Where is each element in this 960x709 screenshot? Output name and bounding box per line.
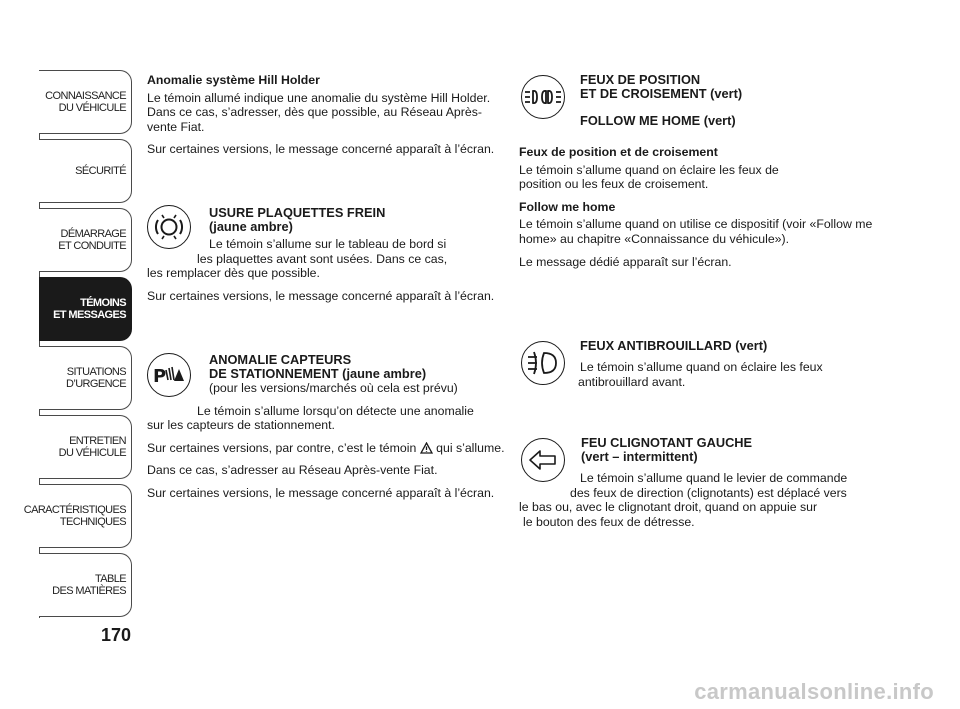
paragraph: Sur certaines versions, par contre, c’est le témoin qui s’allume.	[147, 440, 505, 455]
paragraph: antibrouillard avant.	[578, 374, 686, 389]
section-title: DE STATIONNEMENT (jaune ambre)	[209, 366, 427, 381]
section-left-indicator	[519, 436, 879, 529]
section-title: FOLLOW ME HOME (vert)	[580, 113, 736, 128]
subsection-title: Feux de position et de croisement	[519, 145, 718, 159]
paragraph: Le témoin s’allume sur le tableau de bord si	[209, 237, 447, 251]
paragraph: Sur certaines versions, le message concerné apparaît à l’écran.	[147, 142, 495, 157]
section-title: ANOMALIE CAPTEURS	[209, 352, 352, 367]
section-title: FEUX DE POSITION	[580, 72, 701, 87]
section-title: (jaune ambre)	[209, 219, 293, 234]
svg-text:P: P	[153, 366, 167, 387]
paragraph: les remplacer dès que possible.	[147, 266, 320, 281]
tab-connaissance-vehicule[interactable]: CONNAISSANCE DU VÉHICULE	[39, 70, 132, 134]
section-title: Anomalie système Hill Holder	[147, 73, 320, 87]
section-position-lights	[519, 73, 879, 277]
paragraph: Le témoin allumé indique une anomalie du système Hill Holder. Dans ce cas, s’adresser, dès que possible, au Réseau Après-vente Fiat.	[147, 90, 491, 134]
warning-triangle-icon	[420, 442, 433, 454]
section-title: FEU CLIGNOTANT GAUCHE	[581, 435, 753, 450]
section-hill-holder	[147, 73, 497, 165]
paragraph: Le témoin s’allume quand on utilise ce dispositif (voir «Follow me home» au chapitre «Connaissance du véhicule»).	[519, 217, 873, 246]
paragraph: Le témoin s’allume lorsqu’on détecte une anomalie	[197, 403, 474, 418]
paragraph-line: le bas ou, avec le clignotant droit, quand on appuie sur	[519, 500, 818, 515]
tab-securite[interactable]: SÉCURITÉ	[39, 139, 132, 203]
section-title: FEUX ANTIBROUILLARD (vert)	[580, 338, 768, 353]
paragraph: Le témoin s’allume quand on éclaire les feux de position ou les feux de croisement.	[519, 162, 779, 192]
section-title: ET DE CROISEMENT (vert)	[580, 86, 743, 101]
tab-entretien-vehicule[interactable]: ENTRETIEN DU VÉHICULE	[39, 415, 132, 479]
paragraph: Sur certaines versions, le message concerné apparaît à l’écran.	[147, 485, 495, 500]
tab-demarrage-conduite[interactable]: DÉMARRAGE ET CONDUITE	[39, 208, 132, 272]
paragraph: Le témoin s’allume quand on éclaire les feux	[580, 360, 823, 374]
paragraph: Dans ce cas, s’adresser au Réseau Après-vente Fiat.	[147, 463, 438, 478]
paragraph-line: Le témoin s’allume quand le levier de commande	[580, 471, 848, 485]
paragraph: Sur certaines versions, le message concerné apparaît à l’écran.	[147, 288, 495, 303]
paragraph: les plaquettes avant sont usées. Dans ce cas,	[197, 251, 448, 266]
paragraph-line: des feux de direction (clignotants) est déplacé vers	[570, 485, 847, 500]
paragraph: Le message dédié apparaît sur l’écran.	[519, 254, 732, 269]
tab-table-matieres[interactable]: TABLE DES MATIÈRES	[39, 553, 132, 617]
section-title: (vert – intermittent)	[581, 449, 698, 464]
watermark: carmanualsonline.info	[694, 679, 934, 704]
subsection-title: Follow me home	[519, 199, 616, 214]
paragraph-line: le bouton des feux de détresse.	[523, 514, 695, 529]
tab-temoins-messages[interactable]: TÉMOINS ET MESSAGES	[39, 277, 132, 341]
tab-caracteristiques-techniques[interactable]: CARACTÉRISTIQUES TECHNIQUES	[39, 484, 132, 548]
section-parking-sensors	[147, 353, 507, 509]
section-title: USURE PLAQUETTES FREIN	[209, 205, 386, 220]
section-brake-pads	[147, 206, 507, 311]
page-number: 170	[100, 625, 131, 645]
section-fog-lights	[519, 339, 879, 389]
paragraph: sur les capteurs de stationnement.	[147, 418, 335, 433]
section-subtitle: (pour les versions/marchés où cela est prévu)	[209, 381, 458, 395]
tab-situations-urgence[interactable]: SITUATIONS D’URGENCE	[39, 346, 132, 410]
